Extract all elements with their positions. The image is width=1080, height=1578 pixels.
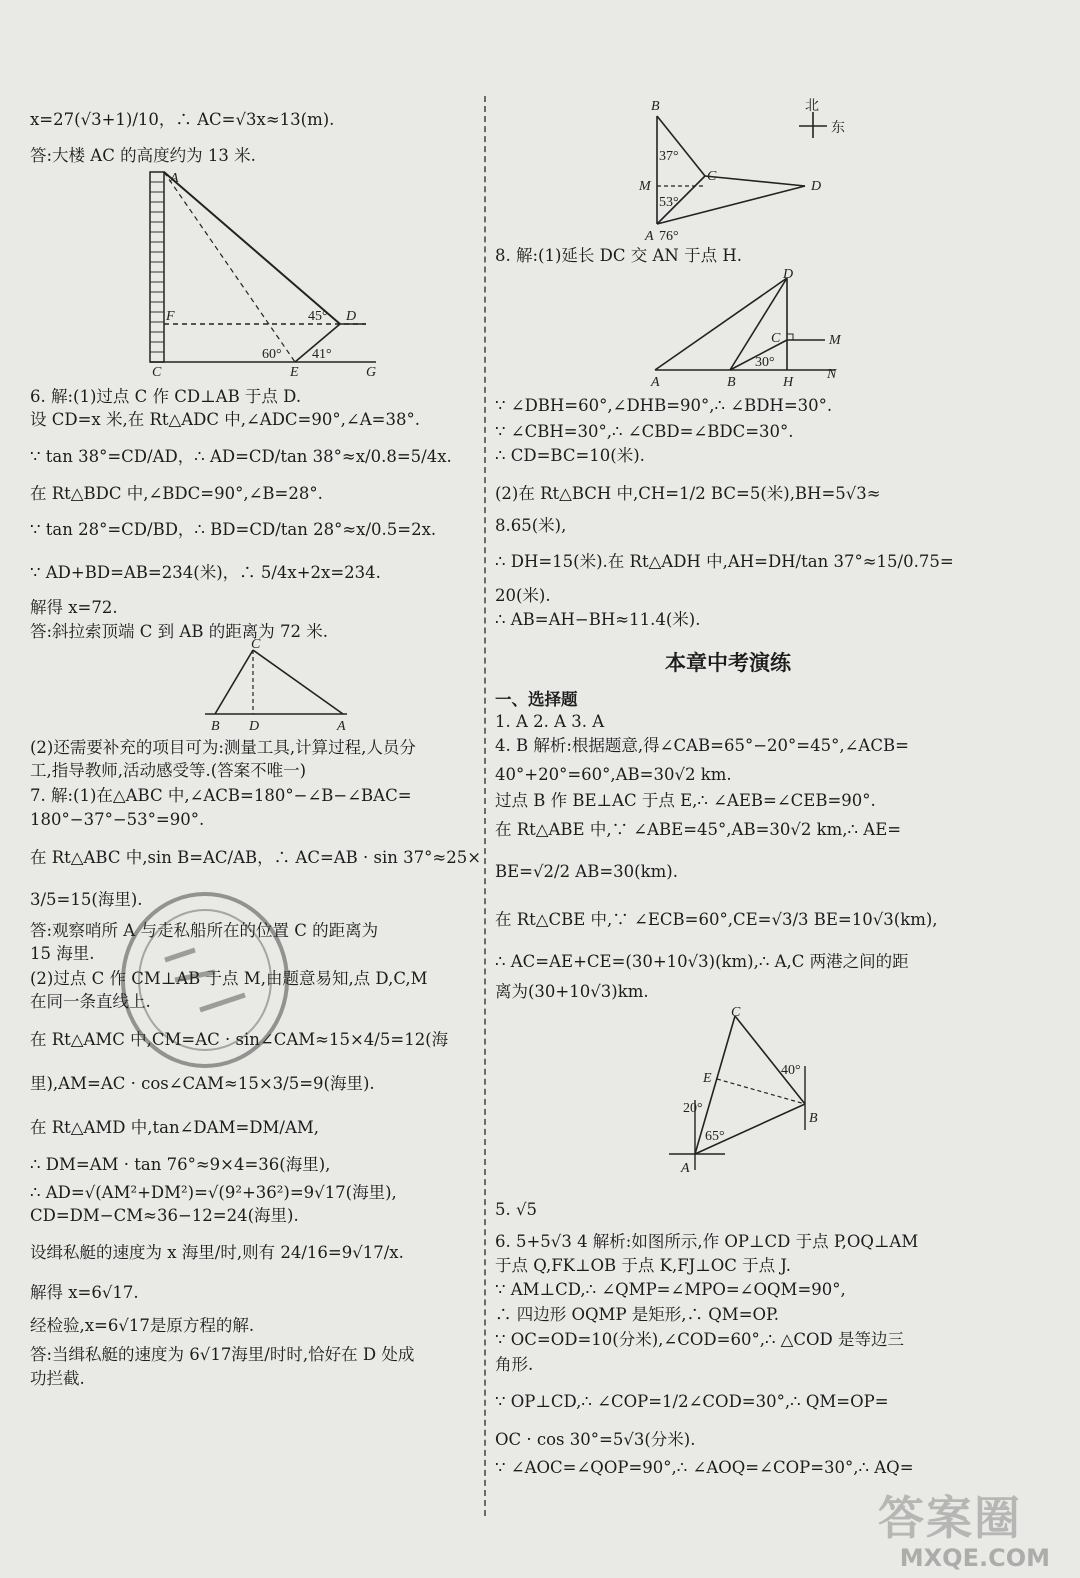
text-line: 答:斜拉索顶端 C 到 AB 的距离为 72 米.	[30, 622, 328, 641]
text-line: 7. 解:(1)在△ABC 中,∠ACB=180°−∠B−∠BAC=	[30, 786, 412, 805]
text-line: 在 Rt△ABE 中,∵ ∠ABE=45°,AB=30√2 km,∴ AE=	[495, 820, 902, 839]
text-line: (2)还需要补充的项目可为:测量工具,计算过程,人员分	[30, 738, 416, 757]
text-line: OC · cos 30°=5√3(分米).	[495, 1430, 696, 1449]
tower-figure	[645, 268, 855, 390]
north-label: 北	[805, 99, 819, 114]
text-line: 在同一条直线上.	[30, 992, 151, 1011]
text-line: 解得 x=72.	[30, 598, 118, 617]
section-heading: 本章中考演练	[665, 651, 791, 675]
label-B: B	[727, 375, 736, 390]
angle-20: 20°	[683, 1101, 703, 1116]
text-line: 答:大楼 AC 的高度约为 13 米.	[30, 146, 256, 165]
label-A: A	[337, 719, 346, 733]
text-line: ∴ AD=√(AM²+DM²)=√(9²+36²)=9√17(海里),	[30, 1183, 397, 1202]
label-C: C	[251, 638, 261, 652]
text-line: 角形.	[495, 1355, 534, 1374]
text-line: ∴ DH=15(米).在 Rt△ADH 中,AH=DH/tan 37°≈15/0.75=	[495, 552, 954, 571]
text-line: 6. 解:(1)过点 C 作 CD⊥AB 于点 D.	[30, 387, 302, 406]
text-line: x=27(√3+1)/10，∴ AC=√3x≈13(m).	[30, 110, 335, 129]
text-line: 答:当缉私艇的速度为 6√17海里/时时,恰好在 D 处成	[30, 1345, 415, 1364]
label-E: E	[290, 365, 299, 378]
text-line: 在 Rt△BDC 中,∠BDC=90°,∠B=28°.	[30, 484, 323, 503]
label-A: A	[645, 229, 654, 244]
text-line: 1. A 2. A 3. A	[495, 712, 605, 731]
label-B: B	[211, 719, 220, 733]
ports-figure	[665, 1004, 835, 1176]
angle-45: 45°	[308, 309, 328, 324]
label-D: D	[783, 268, 794, 282]
text-line: (2)过点 C 作 CM⊥AB 于点 M,由题意易知,点 D,C,M	[30, 969, 428, 988]
label-A: A	[651, 375, 660, 390]
text-line: ∵ OC=OD=10(分米),∠COD=60°,∴ △COD 是等边三	[495, 1330, 904, 1349]
label-A: A	[681, 1161, 690, 1176]
angle-76: 76°	[659, 229, 679, 244]
angle-37: 37°	[659, 149, 679, 164]
label-C: C	[707, 169, 717, 184]
label-C: C	[152, 365, 162, 378]
subsection-heading: 一、选择题	[495, 690, 578, 709]
text-line: 功拦截.	[30, 1369, 85, 1388]
text-line: 解得 x=6√17.	[30, 1283, 139, 1302]
label-M: M	[639, 179, 651, 194]
column-divider	[484, 96, 486, 1516]
watermark-logo: 答案圈	[878, 1491, 1022, 1545]
text-line: 6. 5+5√3 4 解析:如图所示,作 OP⊥CD 于点 P,OQ⊥AM	[495, 1232, 919, 1251]
text-line: 在 Rt△AMC 中,CM=AC · sin∠CAM≈15×4/5=12(海	[30, 1030, 449, 1049]
text-line: 答:观察哨所 A 与走私船所在的位置 C 的距离为	[30, 921, 379, 940]
text-line: 40°+20°=60°,AB=30√2 km.	[495, 765, 732, 784]
label-G: G	[366, 365, 377, 378]
label-C: C	[731, 1005, 741, 1020]
watermark-url: MXQE.COM	[899, 1544, 1050, 1572]
label-N: N	[827, 367, 837, 382]
label-D: D	[346, 309, 357, 324]
angle-53: 53°	[659, 195, 679, 210]
angle-40: 40°	[781, 1063, 801, 1078]
text-line: ∴ CD=BC=10(米).	[495, 446, 645, 465]
text-line: 于点 Q,FK⊥OB 于点 K,FJ⊥OC 于点 J.	[495, 1256, 792, 1275]
compass-figure	[635, 96, 865, 246]
angle-41: 41°	[312, 347, 332, 362]
triangle-figure	[175, 638, 355, 733]
stamp-overlay	[105, 880, 305, 1080]
text-line: ∴ 四边形 OQMP 是矩形,∴ QM=OP.	[495, 1305, 780, 1324]
text-line: 20(米).	[495, 586, 551, 605]
label-D: D	[249, 719, 260, 733]
text-line: 里),AM=AC · cos∠CAM≈15×3/5=9(海里).	[30, 1074, 375, 1093]
text-line: 工,指导教师,活动感受等.(答案不唯一)	[30, 761, 307, 780]
angle-60: 60°	[262, 347, 282, 362]
text-line: 180°−37°−53°=90°.	[30, 810, 205, 829]
text-line: 8.65(米),	[495, 516, 567, 535]
text-line: 8. 解:(1)延长 DC 交 AN 于点 H.	[495, 246, 742, 265]
text-line: 经检验,x=6√17是原方程的解.	[30, 1316, 255, 1335]
text-line: 4. B 解析:根据题意,得∠CAB=65°−20°=45°,∠ACB=	[495, 736, 909, 755]
text-line: ∵ tan 28°=CD/BD，∴ BD=CD/tan 28°≈x/0.5=2x.	[30, 520, 437, 539]
text-line: ∵ ∠CBH=30°,∴ ∠CBD=∠BDC=30°.	[495, 422, 794, 441]
text-line: ∵ ∠DBH=60°,∠DHB=90°,∴ ∠BDH=30°.	[495, 396, 833, 415]
text-line: ∵ AD+BD=AB=234(米)，∴ 5/4x+2x=234.	[30, 563, 381, 582]
east-label: 东	[831, 121, 845, 136]
text-line: 设缉私艇的速度为 x 海里/时,则有 24/16=9√17/x.	[30, 1243, 404, 1262]
text-line: 3/5=15(海里).	[30, 890, 143, 909]
text-line: 5. √5	[495, 1200, 537, 1219]
text-line: 在 Rt△CBE 中,∵ ∠ECB=60°,CE=√3/3 BE=10√3(km),	[495, 910, 938, 929]
text-line: 设 CD=x 米,在 Rt△ADC 中,∠ADC=90°,∠A=38°.	[30, 410, 420, 429]
label-A: A	[170, 171, 179, 186]
text-line: ∵ tan 38°=CD/AD，∴ AD=CD/tan 38°≈x/0.8=5/4x.	[30, 447, 452, 466]
label-M: M	[829, 333, 841, 348]
text-line: 在 Rt△AMD 中,tan∠DAM=DM/AM,	[30, 1118, 320, 1137]
text-line: ∴ DM=AM · tan 76°≈9×4=36(海里),	[30, 1155, 331, 1174]
text-line: ∵ ∠AOC=∠QOP=90°,∴ ∠AOQ=∠COP=30°,∴ AQ=	[495, 1458, 914, 1477]
text-line: CD=DM−CM≈36−12=24(海里).	[30, 1206, 299, 1225]
angle-65: 65°	[705, 1129, 725, 1144]
text-line: ∴ AB=AH−BH≈11.4(米).	[495, 610, 701, 629]
label-D: D	[811, 179, 822, 194]
label-F: F	[166, 309, 175, 324]
text-line: (2)在 Rt△BCH 中,CH=1/2 BC=5(米),BH=5√3≈	[495, 484, 881, 503]
angle-30: 30°	[755, 355, 775, 370]
label-E: E	[703, 1071, 712, 1086]
label-C: C	[771, 331, 781, 346]
label-B: B	[651, 99, 660, 114]
text-line: BE=√2/2 AB=30(km).	[495, 862, 678, 881]
text-line: ∴ AC=AE+CE=(30+10√3)(km),∴ A,C 两港之间的距	[495, 952, 909, 971]
text-line: 15 海里.	[30, 944, 95, 963]
text-line: 在 Rt△ABC 中,sin B=AC/AB，∴ AC=AB · sin 37°≈25×	[30, 848, 482, 867]
building-figure	[140, 168, 380, 378]
text-line: 离为(30+10√3)km.	[495, 982, 649, 1001]
text-line: ∵ OP⊥CD,∴ ∠COP=1/2∠COD=30°,∴ QM=OP=	[495, 1392, 889, 1411]
label-B: B	[809, 1111, 818, 1126]
text-line: 过点 B 作 BE⊥AC 于点 E,∴ ∠AEB=∠CEB=90°.	[495, 791, 876, 810]
label-H: H	[783, 375, 794, 390]
text-line: ∵ AM⊥CD,∴ ∠QMP=∠MPO=∠OQM=90°,	[495, 1280, 846, 1299]
